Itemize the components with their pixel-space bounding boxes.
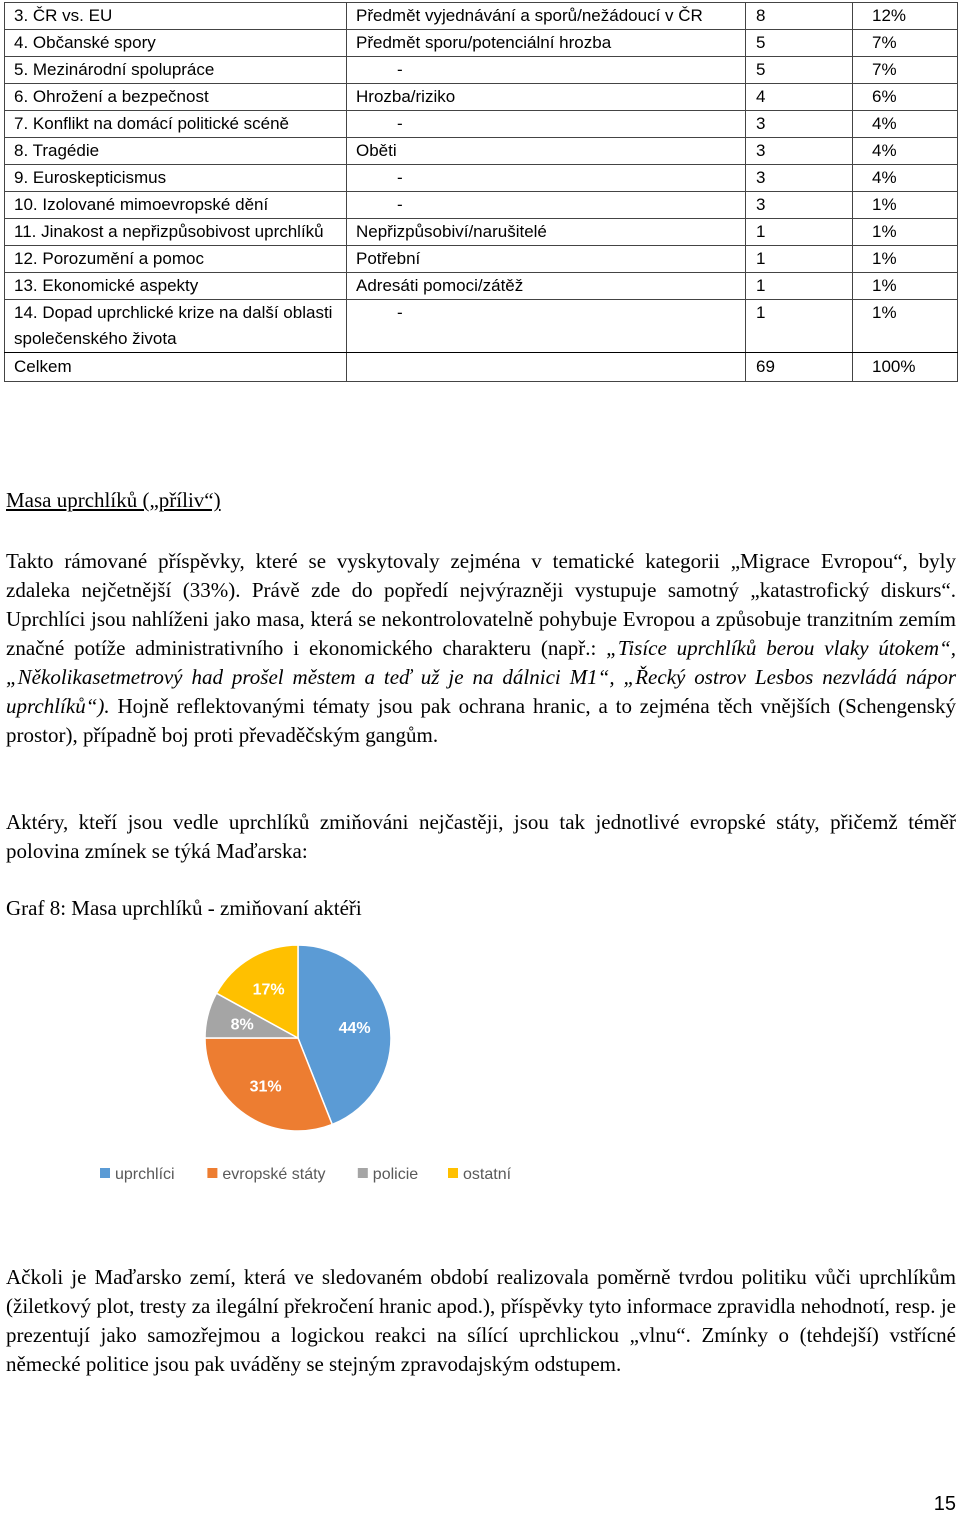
cell-percent: 4% — [853, 111, 958, 138]
table-row — [5, 165, 958, 192]
pie-label: 8% — [230, 1016, 254, 1034]
cell-category: 4. Občanské spory — [5, 30, 347, 57]
total-count: 69 — [746, 353, 853, 382]
total-percent: 100% — [853, 353, 958, 382]
cell-category: 3. ČR vs. EU — [5, 3, 347, 30]
table-total-row — [5, 353, 958, 382]
total-empty — [347, 353, 746, 382]
legend-label: uprchlíci — [115, 1166, 175, 1183]
cell-count: 3 — [746, 138, 853, 165]
cell-role: - — [347, 165, 746, 192]
paragraph-1: Takto rámované příspěvky, které se vyskytovaly zejména v tematické kategorii „Migrace Evropou“, byly zdaleka nejčetnější (33%). Právě zde do popředí nejvýrazněji vystupuje samotný „katastrofický diskurs“. Uprchlíci jsou nahlíženi jako masa, která se nekontrolovatelně pohybuje Evropou a způsobuje tranzitním zemím značné potíže administrativního i ekonomického charakteru (např.: „Tisíce uprchlíků berou vlaky útokem“, „Několikasetmetrový had prošel městem a teď už je na dálnici M1“, „Řecký ostrov Lesbos nezvládá nápor uprchlíků“). Hojně reflektovanými tématy jsou pak ochrana hranic, a to zejména těch vnějších (Schengenský prostor), případně boj proti převaděčským gangům. — [6, 549, 956, 747]
cell-percent: 4% — [853, 165, 958, 192]
category-table — [4, 2, 958, 382]
section-heading: Masa uprchlíků („příliv“) — [6, 488, 221, 512]
cell-percent: 1% — [853, 246, 958, 273]
table-row — [5, 138, 958, 165]
cell-category: 7. Konflikt na domácí politické scéně — [5, 111, 347, 138]
table-row — [5, 273, 958, 300]
chart-caption: Graf 8: Masa uprchlíků - zmiňovaní aktéři — [6, 896, 362, 920]
cell-count: 1 — [746, 246, 853, 273]
pie-label: 17% — [252, 981, 285, 999]
cell-category: 5. Mezinárodní spolupráce — [5, 57, 347, 84]
legend-swatch — [448, 1168, 458, 1178]
cell-percent: 1% — [853, 192, 958, 219]
cell-category: 6. Ohrožení a bezpečnost — [5, 84, 347, 111]
cell-category: 12. Porozumění a pomoc — [5, 246, 347, 273]
cell-percent: 4% — [853, 138, 958, 165]
cell-percent: 12% — [853, 3, 958, 30]
cell-role: Nepřizpůsobiví/narušitelé — [347, 219, 746, 246]
cell-role: - — [347, 111, 746, 138]
cell-count: 4 — [746, 84, 853, 111]
table-row — [5, 84, 958, 111]
cell-count: 3 — [746, 192, 853, 219]
cell-role: - — [347, 192, 746, 219]
cell-role: Předmět sporu/potenciální hrozba — [347, 30, 746, 57]
cell-percent: 1% — [853, 219, 958, 246]
cell-percent: 7% — [853, 30, 958, 57]
table-row — [5, 57, 958, 84]
cell-percent: 6% — [853, 84, 958, 111]
cell-category: 14. Dopad uprchlické krize na další oblasti společenského života — [5, 300, 347, 353]
table-row — [5, 30, 958, 57]
table-row — [5, 219, 958, 246]
cell-category: 13. Ekonomické aspekty — [5, 273, 347, 300]
legend-label: evropské státy — [222, 1166, 326, 1183]
total-label: Celkem — [5, 353, 347, 382]
cell-role: Předmět vyjednávání a sporů/nežádoucí v ČR — [347, 3, 746, 30]
cell-percent: 7% — [853, 57, 958, 84]
cell-category: 10. Izolované mimoevropské dění — [5, 192, 347, 219]
cell-count: 3 — [746, 165, 853, 192]
pie-chart — [90, 925, 550, 1195]
table-row — [5, 192, 958, 219]
legend-label: ostatní — [463, 1166, 512, 1183]
cell-role: Hrozba/riziko — [347, 84, 746, 111]
paragraph-3: Ačkoli je Maďarsko zemí, která ve sledovaném období realizovala poměrně tvrdou politiku vůči uprchlíkům (žiletkový plot, tresty za ilegální překročení hranic apod.), příspěvky tyto informace zpravidla nehodnotí, resp. je prezentují jako samozřejmou a logickou reakci na sílící uprchlickou „vlnu“. Zmínky o (tehdejší) vstřícné německé politice jsou pak uváděny se stejným zpravodajským odstupem. — [6, 1265, 956, 1376]
pie-label: 31% — [249, 1078, 282, 1096]
cell-category: 8. Tragédie — [5, 138, 347, 165]
cell-count: 5 — [746, 57, 853, 84]
cell-count: 1 — [746, 219, 853, 246]
legend-swatch — [100, 1168, 110, 1178]
table-row — [5, 300, 958, 353]
pie-label: 44% — [338, 1020, 371, 1038]
table-row — [5, 111, 958, 138]
table-row — [5, 246, 958, 273]
cell-role: - — [347, 300, 746, 353]
legend-label: policie — [372, 1166, 419, 1183]
cell-count: 1 — [746, 273, 853, 300]
cell-count: 5 — [746, 30, 853, 57]
cell-percent: 1% — [853, 300, 958, 353]
cell-category: 9. Euroskepticismus — [5, 165, 347, 192]
page-number: 15 — [933, 1493, 956, 1515]
cell-role: - — [347, 57, 746, 84]
cell-role: Adresáti pomoci/zátěž — [347, 273, 746, 300]
cell-role: Potřební — [347, 246, 746, 273]
cell-percent: 1% — [853, 273, 958, 300]
cell-count: 3 — [746, 111, 853, 138]
quote-examples: „Tisíce uprchlíků berou vlaky útokem“, „Několikasetmetrový had prošel městem a teď už je na dálnici M1“, „Řecký ostrov Lesbos nezvládá nápor uprchlíků“). — [6, 636, 956, 718]
legend-swatch — [358, 1168, 368, 1178]
legend-swatch — [207, 1168, 217, 1178]
cell-role: Oběti — [347, 138, 746, 165]
cell-count: 8 — [746, 3, 853, 30]
paragraph-2: Aktéry, kteří jsou vedle uprchlíků zmiňováni nejčastěji, jsou tak jednotlivé evropské státy, přičemž téměř polovina zmínek se týká Maďarska: — [6, 810, 956, 863]
cell-category: 11. Jinakost a nepřizpůsobivost uprchlíků — [5, 219, 347, 246]
cell-count: 1 — [746, 300, 853, 353]
table-row — [5, 3, 958, 30]
